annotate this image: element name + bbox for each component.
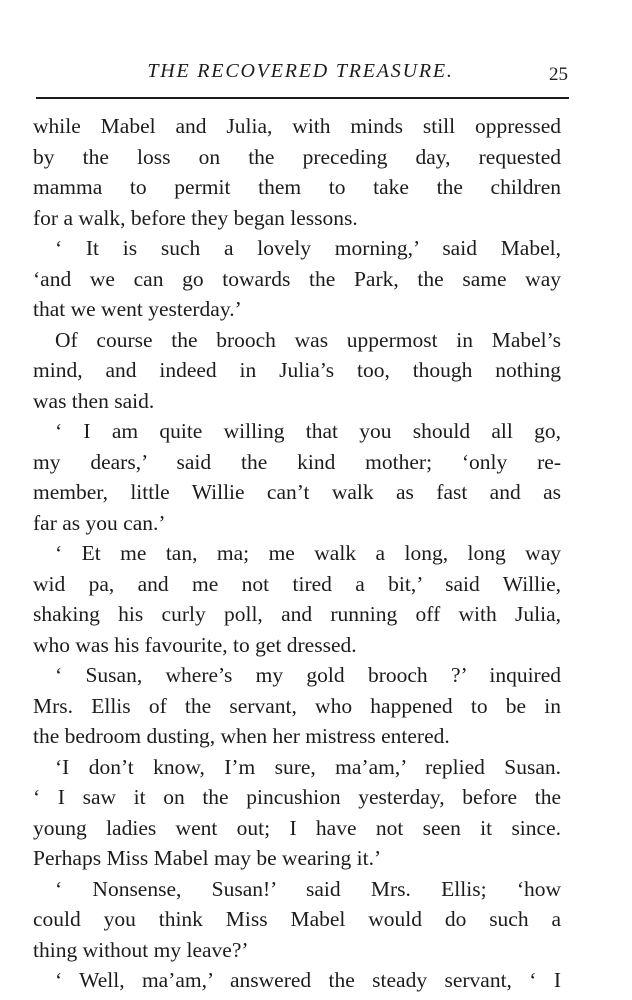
text-line: the bedroom dusting, when her mistress entered.	[33, 724, 450, 748]
text-line: ‘and we can go towards the Park, the same way	[33, 266, 561, 291]
text-line: ‘ Et me tan, ma; me walk a long, long way	[55, 541, 561, 565]
text-line: by the loss on the preceding day, requested	[33, 144, 561, 169]
text-line: ‘ Susan, where’s my gold brooch ?’ inquired	[55, 663, 561, 687]
text-line: ‘ Well, ma’am,’ answered the steady servant, ‘ I	[55, 968, 561, 992]
page-number: 25	[549, 64, 568, 85]
text-line: thing without my leave?’	[33, 937, 249, 962]
text-line: young ladies went out; I have not seen it since.	[33, 815, 561, 840]
text-line: for a walk, before they began lessons.	[33, 205, 358, 230]
text-line: ‘ It is such a lovely morning,’ said Mabel,	[55, 236, 561, 260]
text-line: far as you can.’	[33, 510, 166, 535]
text-line: ‘I don’t know, I’m sure, ma’am,’ replied Susan.	[55, 754, 561, 779]
text-line: mamma to permit them to take the children	[33, 175, 561, 199]
text-line: ‘ I am quite willing that you should all go,	[55, 419, 561, 443]
header-rule	[36, 97, 569, 99]
text-line: wid pa, and me not tired a bit,’ said Willie,	[33, 571, 561, 596]
text-line: Mrs. Ellis of the servant, who happened to be in	[33, 693, 561, 718]
running-head	[33, 58, 568, 88]
text-line: that we went yesterday.’	[33, 297, 242, 321]
text-line: member, little Willie can’t walk as fast and as	[33, 480, 561, 504]
text-line: ‘ I saw it on the pincushion yesterday, before the	[33, 785, 561, 809]
running-title: THE RECOVERED TREASURE.	[147, 60, 454, 82]
text-line: Perhaps Miss Mabel may be wearing it.’	[33, 846, 382, 870]
text-line: mind, and indeed in Julia’s too, though nothing	[33, 358, 561, 382]
text-line: shaking his curly poll, and running off with Julia,	[33, 602, 561, 626]
text-line: while Mabel and Julia, with minds still oppressed	[33, 114, 561, 138]
body-text	[33, 111, 561, 996]
text-line: my dears,’ said the kind mother; ‘only re-	[33, 449, 561, 474]
text-line: who was his favourite, to get dressed.	[33, 632, 357, 657]
text-line: could you think Miss Mabel would do such a	[33, 907, 561, 931]
text-line: was then said.	[33, 388, 155, 413]
text-line: Of course the brooch was uppermost in Mabel’s	[55, 327, 561, 352]
text-line: ‘ Nonsense, Susan!’ said Mrs. Ellis; ‘how	[55, 876, 561, 901]
